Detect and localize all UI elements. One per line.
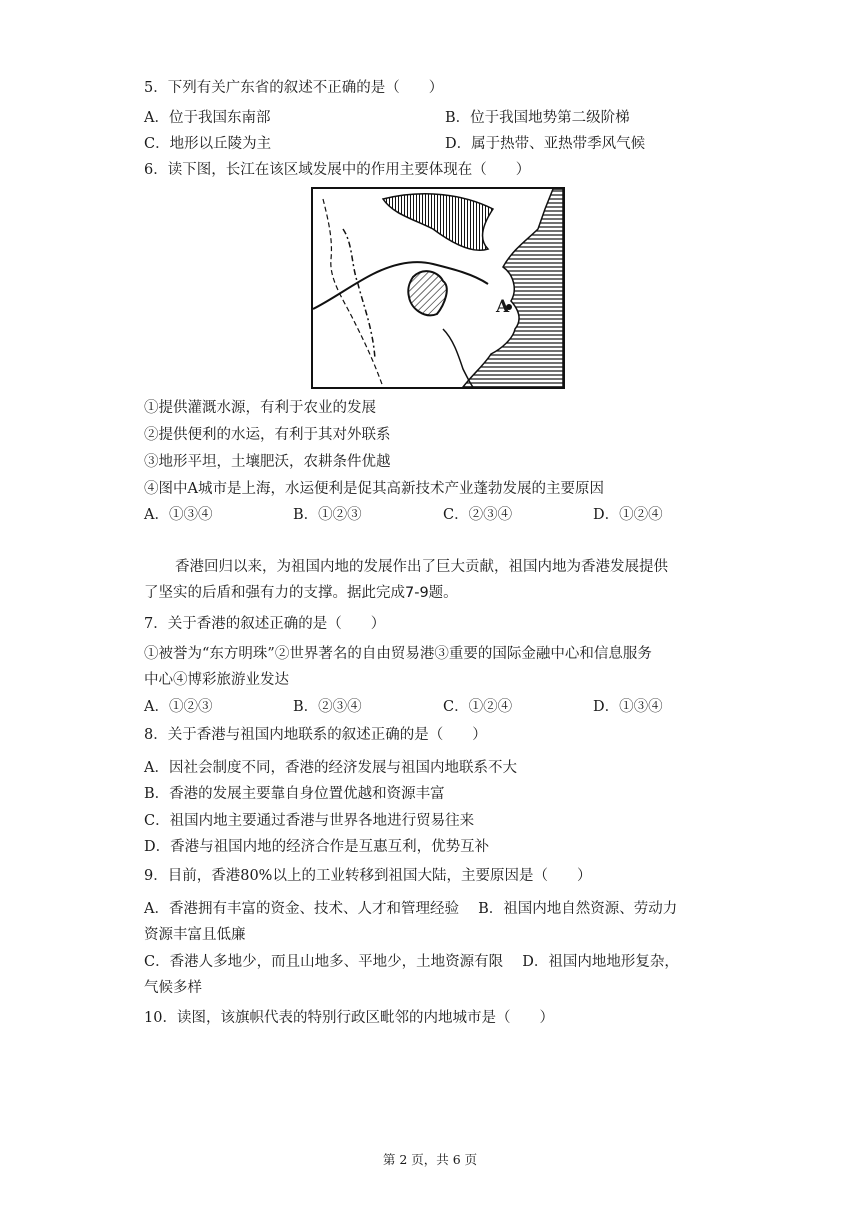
q6-option-d: D．①②④: [593, 507, 663, 523]
q9-line-3: C．香港人多地少，而且山地多、平地少，土地资源有限 D．祖国内地地形复杂，: [144, 954, 679, 970]
q8-stem: 8．关于香港与祖国内地联系的叙述正确的是（ ）: [144, 727, 487, 743]
q8-option-c: C．祖国内地主要通过香港与世界各地进行贸易往来: [144, 813, 475, 829]
q5-option-d: D．属于热带、亚热带季风气候: [445, 136, 646, 152]
q7-statement-line-1: ①被誉为“东方明珠”②世界著名的自由贸易港③重要的国际金融中心和信息服务: [144, 646, 652, 662]
q6-option-a: A．①③④: [144, 507, 213, 523]
q7-option-c: C．①②④: [443, 699, 513, 715]
q6-statement-4: ④图中A城市是上海，水运便利是促其高新技术产业蓬勃发展的主要原因: [144, 481, 604, 497]
q5-option-a: A．位于我国东南部: [144, 110, 271, 126]
passage-line-2: 了坚实的后盾和强有力的支撑。据此完成7-9题。: [144, 585, 458, 601]
q7-option-a: A．①②③: [144, 699, 213, 715]
q5-option-c: C．地形以丘陵为主: [144, 136, 272, 152]
q6-statement-1: ①提供灌溉水源，有利于农业的发展: [144, 400, 376, 416]
q9-line-1: A．香港拥有丰富的资金、技术、人才和管理经验 B．祖国内地自然资源、劳动力: [144, 901, 678, 917]
q9-line-4: 气候多样: [144, 980, 202, 996]
q7-option-d: D．①③④: [593, 699, 663, 715]
q9-stem: 9．目前，香港80%以上的工业转移到祖国大陆，主要原因是（ ）: [144, 868, 592, 884]
q10-stem: 10．读图，该旗帜代表的特别行政区毗邻的内地城市是（ ）: [144, 1010, 554, 1026]
q5-option-b: B．位于我国地势第二级阶梯: [445, 110, 630, 126]
passage-line-1: 香港回归以来，为祖国内地的发展作出了巨大贡献，祖国内地为香港发展提供: [175, 559, 668, 575]
q7-statement-line-2: 中心④博彩旅游业发达: [144, 672, 289, 688]
q8-option-d: D．香港与祖国内地的经济合作是互惠互利，优势互补: [144, 839, 490, 855]
q6-option-b: B．①②③: [293, 507, 362, 523]
q6-option-c: C．②③④: [443, 507, 513, 523]
map-label-a: A: [496, 297, 510, 317]
q6-stem: 6．读下图，长江在该区域发展中的作用主要体现在（ ）: [144, 162, 531, 178]
q7-option-b: B．②③④: [293, 699, 362, 715]
q5-stem: 5．下列有关广东省的叙述不正确的是（ ）: [144, 80, 444, 96]
q9-line-2: 资源丰富且低廉: [144, 927, 246, 943]
q8-option-a: A．因社会制度不同，香港的经济发展与祖国内地联系不大: [144, 760, 517, 776]
q6-statement-2: ②提供便利的水运，有利于其对外联系: [144, 427, 391, 443]
q7-stem: 7．关于香港的叙述正确的是（ ）: [144, 616, 386, 632]
q8-option-b: B．香港的发展主要靠自身位置优越和资源丰富: [144, 786, 445, 802]
page-footer: 第 2 页，共 6 页: [382, 1152, 478, 1167]
yangtze-delta-map: [311, 187, 565, 389]
q6-statement-3: ③地形平坦，土壤肥沃，农耕条件优越: [144, 454, 391, 470]
